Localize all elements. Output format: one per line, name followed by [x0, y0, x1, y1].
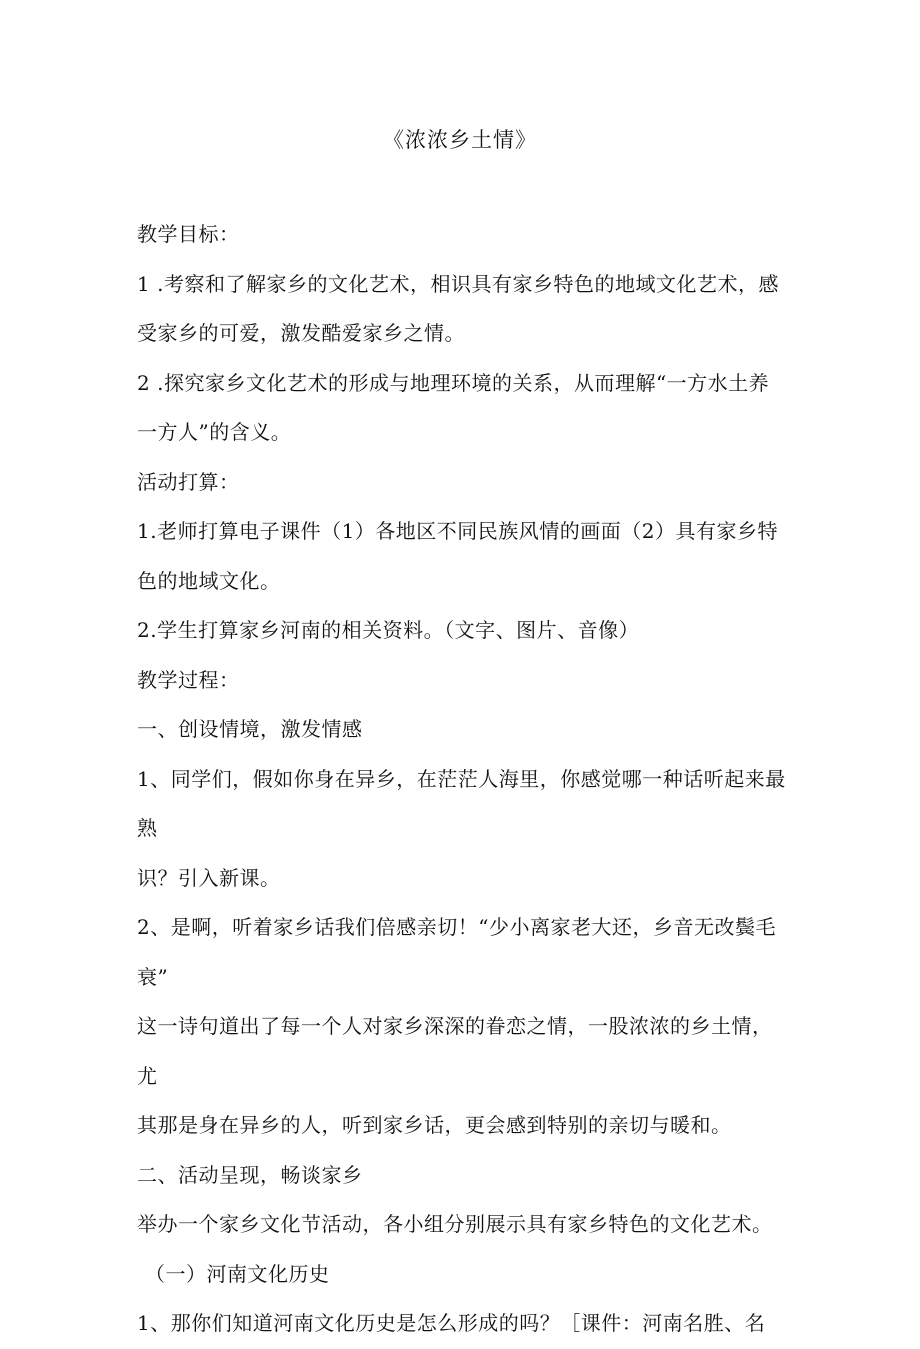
text-line: 识？引入新课。: [137, 865, 281, 890]
text-line: 受家乡的可爱，激发酷爱家乡之情。: [137, 321, 465, 345]
text-line: 二、活动呈现，畅谈家乡: [137, 1162, 363, 1187]
text-line: 其那是身在异乡的人，听到家乡话，更会感到特别的亲切与暖和。: [137, 1113, 732, 1137]
text-line: 2、是啊，听着家乡话我们倍感亲切！“少小离家老大还，乡音无改鬓毛衰”: [137, 915, 776, 989]
document-body: [137, 210, 787, 1349]
text-line: 教学过程：: [137, 667, 240, 692]
text-line: 2 .探究家乡文化艺术的形成与地理环境的关系，从而理解“一方水土养: [137, 370, 770, 395]
text-line: 活动打算：: [137, 469, 240, 494]
text-line: 1、那你们知道河南文化历史是怎么形成的吗？［课件：河南名胜、名: [137, 1311, 766, 1335]
document-title: 《浓浓乡土情》: [383, 128, 537, 152]
text-line: 举办一个家乡文化节活动，各小组分别展示具有家乡特色的文化艺术。: [137, 1212, 773, 1236]
text-line: 1.老师打算电子课件（1）各地区不同民族风情的画面（2）具有家乡特: [137, 519, 779, 543]
text-line: 一方人”的含义。: [137, 420, 292, 444]
text-line: 2.学生打算家乡河南的相关资料。（文字、图片、音像）: [137, 618, 640, 642]
text-line: 色的地域文化。: [137, 568, 281, 593]
text-line: （一）河南文化历史: [145, 1261, 330, 1286]
text-line: 一、创设情境，激发情感: [137, 717, 363, 741]
text-line: 1 .考察和了解家乡的文化艺术，相识具有家乡特色的地域文化艺术，感: [137, 271, 779, 296]
text-line: 这一诗句道出了每一个人对家乡深深的眷恋之情，一股浓浓的乡土情，尤: [137, 1014, 773, 1088]
text-line: 教学目标：: [137, 222, 240, 246]
text-line: 1、同学们，假如你身在异乡，在茫茫人海里，你感觉哪一种话听起来最熟: [137, 766, 786, 840]
